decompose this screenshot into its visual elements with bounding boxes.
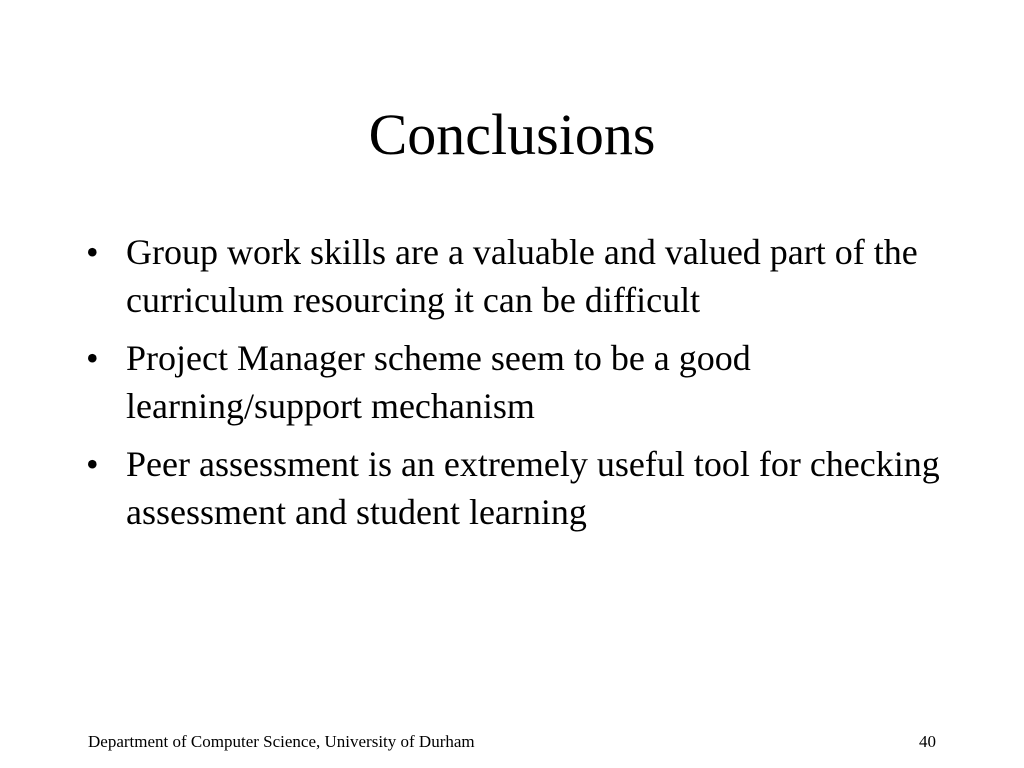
bullet-text: Project Manager scheme seem to be a good learning/support mechanism xyxy=(126,338,751,426)
bullet-text: Group work skills are a valuable and valued part of the curriculum resourcing it can be difficult xyxy=(126,232,918,320)
page-number: 40 xyxy=(919,732,936,751)
bullet-list xyxy=(86,228,966,546)
bullet-text: Peer assessment is an extremely useful tool for checking assessment and student learning xyxy=(126,444,940,532)
bullet-marker: • xyxy=(86,232,99,272)
slide-title: Conclusions xyxy=(368,102,656,167)
bullet-marker: • xyxy=(86,444,99,484)
bullet-item xyxy=(86,334,966,430)
bullet-item xyxy=(86,228,966,324)
bullet-marker: • xyxy=(86,338,99,378)
footer-department: Department of Computer Science, University of Durham xyxy=(88,732,475,751)
bullet-item xyxy=(86,440,966,536)
